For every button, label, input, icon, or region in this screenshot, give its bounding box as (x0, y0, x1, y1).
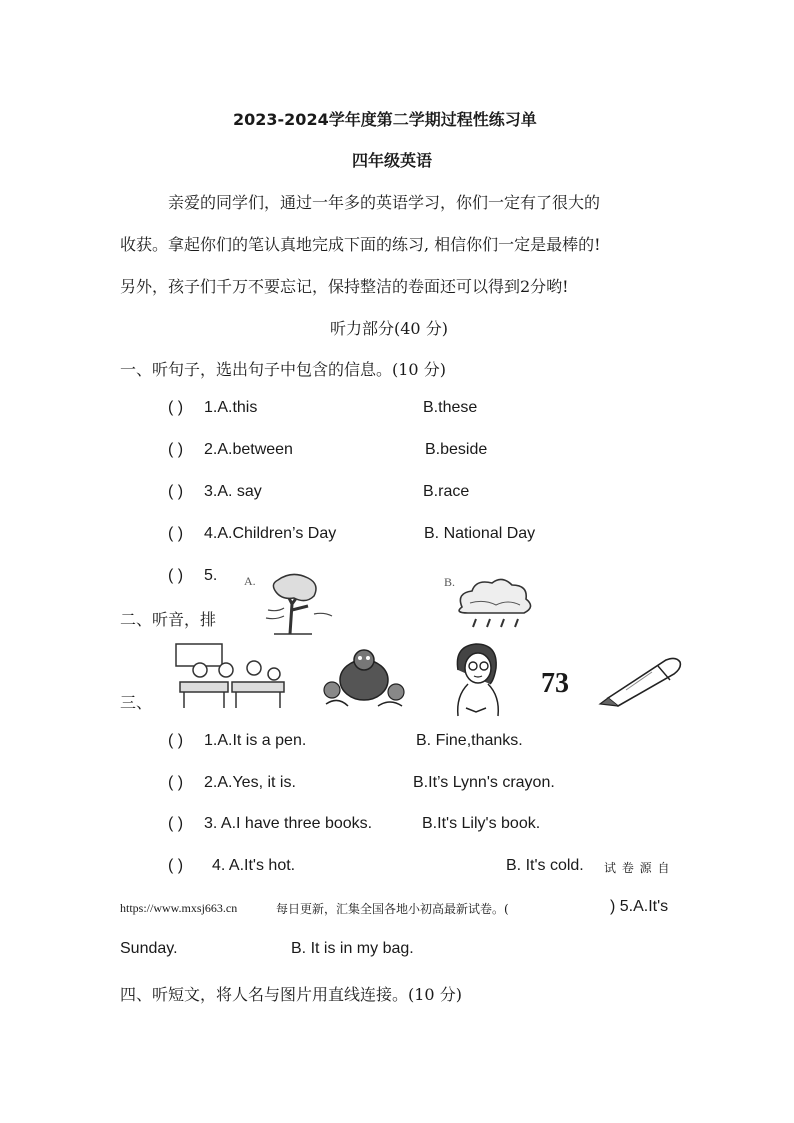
intro-line-3: 另外，孩子们千万不要忘记，保持整洁的卷面还可以得到2分哟! (120, 277, 569, 296)
option-a: 3.A. say (204, 483, 262, 500)
animals-icon (318, 646, 408, 712)
animals-picture (318, 646, 408, 712)
option-a: 1.A.this (204, 399, 258, 416)
answer-blank[interactable]: ( ) (168, 857, 184, 874)
section-4-title: 四、听短文，将人名与图片用直线连接。(10 分) (120, 985, 462, 1004)
item-5-option-a: ) 5.A.It's (610, 898, 669, 915)
section-3-title: 三、 (120, 693, 153, 712)
option-b: B.these (423, 399, 478, 416)
answer-blank[interactable]: ( ) (168, 774, 184, 791)
watermark-url[interactable]: https://www.mxsj663.cn (120, 901, 238, 915)
option-b: B.race (423, 483, 470, 500)
answer-blank[interactable]: ( ) (168, 567, 184, 584)
option-a: 1.A.It is a pen. (204, 732, 307, 749)
answer-blank[interactable]: ( ) (168, 441, 184, 458)
item-5-option-b: B. It is in my bag. (291, 940, 414, 957)
listening-header: 听力部分(40 分) (330, 319, 448, 338)
girl-icon (446, 640, 506, 718)
answer-blank[interactable]: ( ) (168, 399, 184, 416)
question-row (168, 857, 295, 875)
section-2-title: 二、听音，排 (120, 610, 217, 629)
option-b: B. Fine,thanks. (416, 732, 523, 749)
girl-picture (446, 640, 506, 718)
watermark-text: 每日更新，汇集全国各地小初高最新试卷。( (276, 902, 509, 916)
answer-blank[interactable]: ( ) (168, 525, 184, 542)
option-b: B.beside (425, 441, 488, 458)
watermark-tail: 试 卷 源 自 (604, 861, 671, 875)
option-b: B.It’s Lynn's crayon. (413, 774, 555, 791)
picture-label-b: B. (444, 575, 456, 589)
option-a: 3. A.I have three books. (204, 815, 373, 832)
option-b: B.It's Lily's book. (422, 815, 541, 832)
question-row (168, 567, 217, 585)
classroom-picture (170, 640, 290, 712)
section-1-title: 一、听句子，选出句子中包含的信息。(10 分) (120, 360, 446, 379)
option-a: 4. A.It's hot. (212, 857, 296, 874)
option-a: 4.A.Children’s Day (204, 525, 337, 542)
question-row (168, 399, 257, 417)
picture-option-b (440, 573, 540, 633)
page-subtitle: 四年级英语 (352, 151, 433, 170)
question-row (168, 815, 372, 833)
question-row (168, 774, 296, 792)
pen-picture (596, 652, 688, 708)
answer-blank[interactable]: ( ) (168, 483, 184, 500)
question-row (168, 525, 336, 543)
number-label: 73 (541, 668, 569, 699)
picture-option-a (238, 570, 338, 636)
item-5-option-a-cont: Sunday. (120, 940, 178, 957)
intro-line-1: 亲爱的同学们，通过一年多的英语学习，你们一定有了很大的 (168, 193, 601, 212)
question-row (168, 483, 262, 501)
question-row (168, 732, 306, 750)
option-a: 5. (204, 567, 218, 584)
picture-label-a: A. (244, 574, 256, 588)
option-b: B. It's cold. (506, 857, 584, 874)
classroom-icon (170, 640, 290, 712)
option-a: 2.A.Yes, it is. (204, 774, 296, 791)
option-b: B. National Day (424, 525, 536, 542)
answer-blank[interactable]: ( ) (168, 815, 184, 832)
intro-line-2: 收获。拿起你们的笔认真地完成下面的练习, 相信你们一定是最棒的! (120, 235, 601, 254)
page-title: 2023-2024学年度第二学期过程性练习单 (233, 110, 537, 129)
option-a: 2.A.between (204, 441, 293, 458)
answer-blank[interactable]: ( ) (168, 732, 184, 749)
question-row (168, 441, 293, 459)
fountain-pen-icon (596, 652, 688, 708)
